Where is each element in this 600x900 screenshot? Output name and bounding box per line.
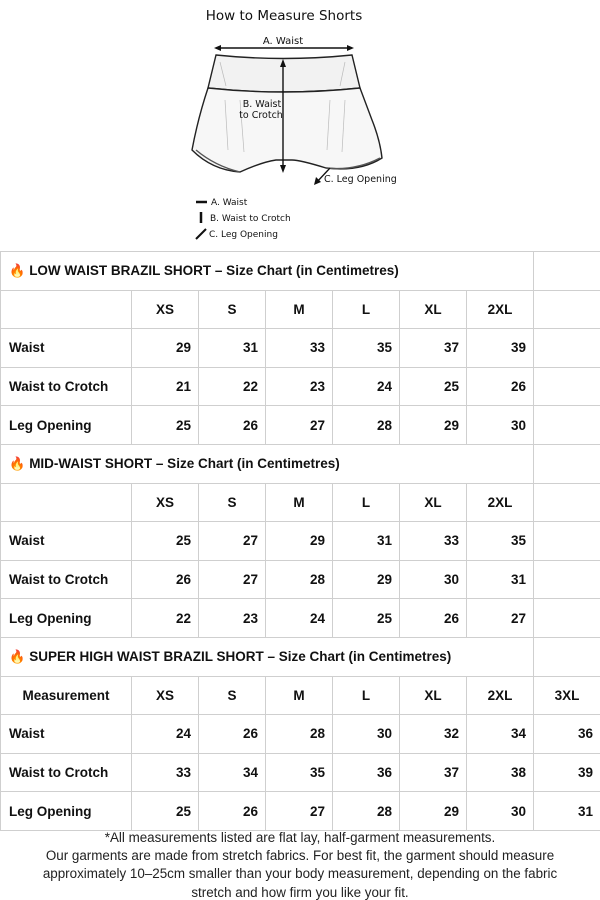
- table-row: [1, 792, 600, 831]
- size-header-row: [1, 290, 600, 329]
- size-header: 3XL: [534, 676, 600, 715]
- table-row: [1, 522, 600, 561]
- measurement-value: 36: [333, 753, 400, 792]
- fire-icon: 🔥: [9, 262, 26, 278]
- legend-crotch: B. Waist to Crotch: [210, 214, 291, 224]
- size-header: L: [333, 290, 400, 329]
- measurement-value: 34: [467, 715, 534, 754]
- leg-label: C. Leg Opening: [324, 174, 397, 185]
- measurement-value: 35: [467, 522, 534, 561]
- measure-illustration: [0, 0, 600, 250]
- measurement-value: 28: [333, 792, 400, 831]
- measurement-value: [534, 329, 600, 368]
- measurement-value: 25: [132, 792, 199, 831]
- table-row: [1, 599, 600, 638]
- size-header: XS: [132, 290, 199, 329]
- measurement-header: [1, 483, 132, 522]
- measurement-value: 27: [199, 560, 266, 599]
- measurement-value: 33: [266, 329, 333, 368]
- measurement-value: 30: [333, 715, 400, 754]
- measurement-value: 29: [400, 406, 467, 445]
- measurement-header: [1, 290, 132, 329]
- size-header: [534, 290, 600, 329]
- row-label: Leg Opening: [1, 406, 132, 445]
- fire-icon: 🔥: [9, 455, 26, 471]
- size-header: L: [333, 676, 400, 715]
- waist-arrow-left-head: [214, 45, 221, 51]
- measurement-value: 35: [333, 329, 400, 368]
- row-label: Waist: [1, 715, 132, 754]
- measurement-value: 29: [333, 560, 400, 599]
- measurement-value: 30: [400, 560, 467, 599]
- legend-leg: C. Leg Opening: [209, 230, 278, 240]
- section-title: [1, 637, 534, 676]
- crotch-label-line1: B. Waist: [242, 99, 282, 110]
- measurement-value: 31: [534, 792, 600, 831]
- section-title-text: MID-WAIST SHORT – Size Chart (in Centimetres): [29, 455, 340, 471]
- measurement-value: 26: [400, 599, 467, 638]
- size-header: XS: [132, 483, 199, 522]
- waist-label: A. Waist: [262, 36, 304, 47]
- measurement-value: 23: [266, 367, 333, 406]
- measurement-value: 27: [266, 406, 333, 445]
- size-header: M: [266, 676, 333, 715]
- measurement-value: 27: [266, 792, 333, 831]
- size-header: M: [266, 290, 333, 329]
- measurement-value: 38: [467, 753, 534, 792]
- table-row: [1, 715, 600, 754]
- size-header: S: [199, 483, 266, 522]
- measurement-value: 30: [467, 406, 534, 445]
- measurement-value: 22: [199, 367, 266, 406]
- table-row: [1, 560, 600, 599]
- measurement-value: 25: [400, 367, 467, 406]
- measurement-value: 37: [400, 753, 467, 792]
- table-row: [1, 753, 600, 792]
- measurement-value: 30: [467, 792, 534, 831]
- measurement-value: 32: [400, 715, 467, 754]
- crotch-arrow-bottom-head: [280, 165, 286, 173]
- measurement-value: 33: [132, 753, 199, 792]
- size-header: XS: [132, 676, 199, 715]
- crotch-label-line2: to Crotch: [239, 110, 283, 121]
- measurement-value: 26: [199, 715, 266, 754]
- measurement-value: 28: [333, 406, 400, 445]
- measurement-value: 31: [467, 560, 534, 599]
- measurement-value: 25: [132, 522, 199, 561]
- row-label: Waist to Crotch: [1, 560, 132, 599]
- measurement-value: 24: [333, 367, 400, 406]
- measurement-value: 27: [467, 599, 534, 638]
- size-header: L: [333, 483, 400, 522]
- measurement-value: 23: [199, 599, 266, 638]
- measurement-value: 37: [400, 329, 467, 368]
- measurement-value: 31: [333, 522, 400, 561]
- table-row: [1, 329, 600, 368]
- measurement-value: [534, 522, 600, 561]
- measurement-value: [534, 599, 600, 638]
- legend-waist: A. Waist: [211, 198, 248, 208]
- size-header: S: [199, 676, 266, 715]
- size-chart-table: [0, 251, 600, 831]
- measurement-value: 24: [266, 599, 333, 638]
- section-title-text: LOW WAIST BRAZIL SHORT – Size Chart (in Centimetres): [29, 262, 399, 278]
- measurement-value: 36: [534, 715, 600, 754]
- measurement-value: 29: [266, 522, 333, 561]
- measurement-value: 28: [266, 715, 333, 754]
- measurement-value: 33: [400, 522, 467, 561]
- section-title: [1, 444, 534, 483]
- section-title: [1, 252, 534, 291]
- measurement-value: 39: [534, 753, 600, 792]
- row-label: Waist to Crotch: [1, 367, 132, 406]
- illustration-title: How to Measure Shorts: [205, 8, 363, 24]
- measurement-value: 34: [199, 753, 266, 792]
- size-header: 2XL: [467, 290, 534, 329]
- measurement-value: 26: [132, 560, 199, 599]
- shorts-outline: [192, 55, 382, 172]
- section-title-row: [1, 637, 600, 676]
- measurement-value: 21: [132, 367, 199, 406]
- size-header: M: [266, 483, 333, 522]
- size-header: 2XL: [467, 483, 534, 522]
- footnote-line-2: Our garments are made from stretch fabrics. For best fit, the garment should measure: [45, 848, 555, 864]
- measurement-value: 26: [467, 367, 534, 406]
- section-title-row: [1, 444, 600, 483]
- section-title-text: SUPER HIGH WAIST BRAZIL SHORT – Size Chart (in Centimetres): [29, 648, 452, 664]
- measurement-value: 31: [199, 329, 266, 368]
- measurement-value: 28: [266, 560, 333, 599]
- section-title-row: [1, 252, 600, 291]
- measurement-value: 25: [132, 406, 199, 445]
- measurement-value: 24: [132, 715, 199, 754]
- row-label: Leg Opening: [1, 599, 132, 638]
- measurement-value: 27: [199, 522, 266, 561]
- size-header: XL: [400, 290, 467, 329]
- empty-cell: [534, 252, 600, 291]
- row-label: Waist: [1, 522, 132, 561]
- size-header: [534, 483, 600, 522]
- size-header: 2XL: [467, 676, 534, 715]
- table-row: [1, 367, 600, 406]
- empty-cell: [534, 637, 600, 676]
- leg-line-icon: [196, 229, 206, 239]
- measurement-value: 35: [266, 753, 333, 792]
- row-label: Leg Opening: [1, 792, 132, 831]
- fire-icon: 🔥: [9, 648, 26, 664]
- table-row: [1, 406, 600, 445]
- row-label: Waist: [1, 329, 132, 368]
- waist-arrow-right-head: [347, 45, 354, 51]
- measurement-value: 29: [400, 792, 467, 831]
- measurement-footnote: [0, 829, 600, 900]
- shorts-diagram: [0, 0, 600, 250]
- size-header-row: [1, 676, 600, 715]
- measurement-value: [534, 406, 600, 445]
- empty-cell: [534, 444, 600, 483]
- measurement-value: 25: [333, 599, 400, 638]
- size-header: XL: [400, 483, 467, 522]
- measurement-value: 26: [199, 792, 266, 831]
- measurement-value: 39: [467, 329, 534, 368]
- measurement-value: 29: [132, 329, 199, 368]
- size-header-row: [1, 483, 600, 522]
- measurement-value: [534, 367, 600, 406]
- measurement-header: Measurement: [1, 676, 132, 715]
- measurement-value: 26: [199, 406, 266, 445]
- measurement-value: 22: [132, 599, 199, 638]
- footnote-line-3: approximately 10–25cm smaller than your body measurement, depending on the fabric: [42, 866, 558, 882]
- size-header: XL: [400, 676, 467, 715]
- size-header: S: [199, 290, 266, 329]
- row-label: Waist to Crotch: [1, 753, 132, 792]
- footnote-line-1: *All measurements listed are flat lay, half-garment measurements.: [104, 830, 496, 845]
- footnote-line-4: stretch and how firm you like your fit.: [191, 884, 409, 900]
- measure-legend: [196, 198, 291, 240]
- measurement-value: [534, 560, 600, 599]
